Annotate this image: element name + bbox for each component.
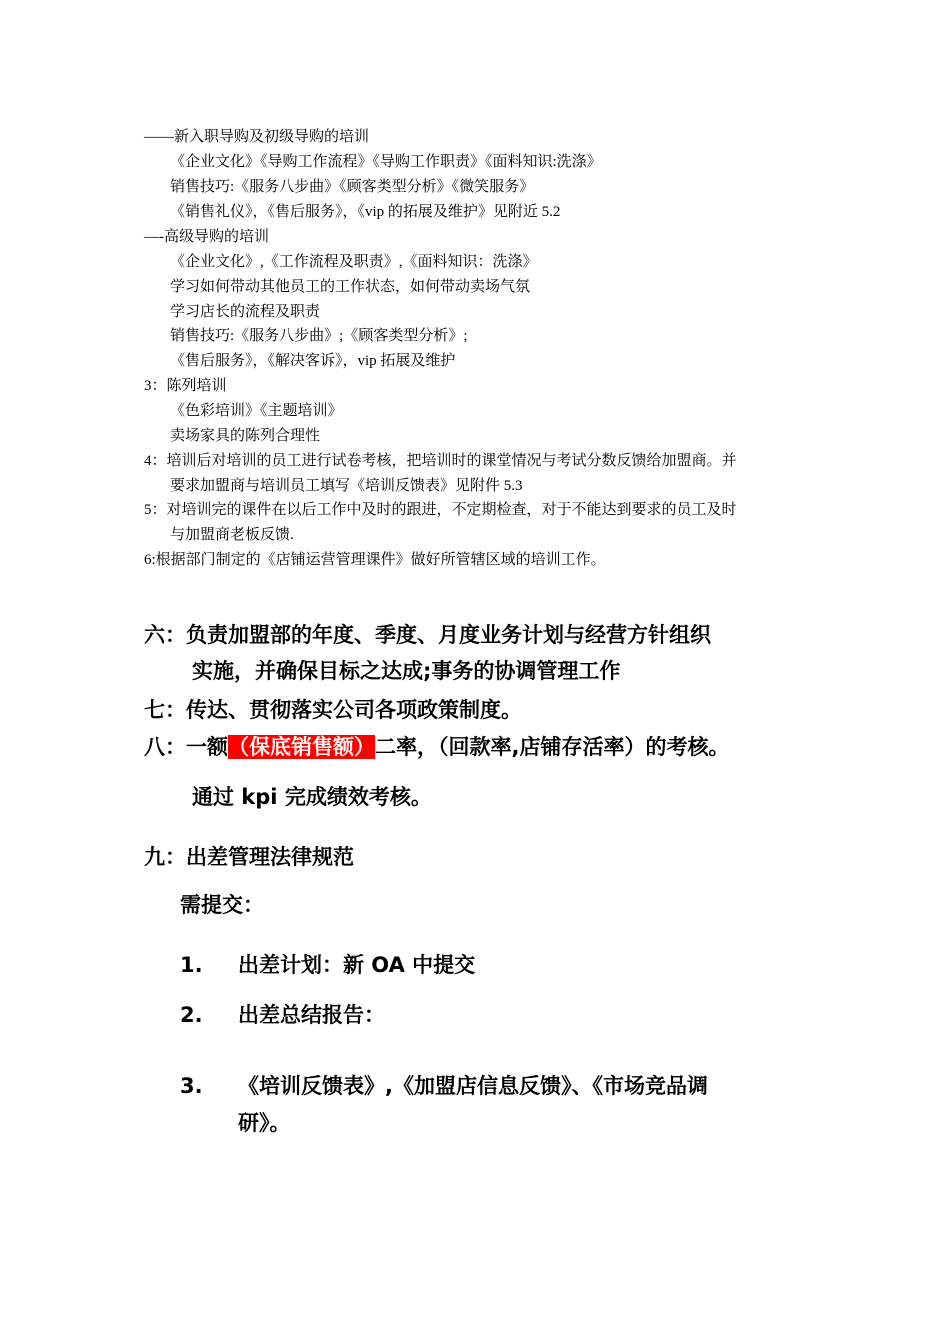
display-training-line-1: 《色彩培训》《主题培训》 [170,403,343,419]
followup-line-2: 与加盟商老板反馈. [170,527,294,543]
section-eight-highlight: （保底销售额） [228,735,375,759]
senior-training-line-4: 销售技巧:《服务八步曲》;《顾客类型分析》; [170,328,468,344]
section-eight-prefix: 八：一额 [144,735,228,759]
section-nine: 九：出差管理法律规范 [144,845,354,869]
section-eight-line-2: 通过 kpi 完成绩效考核。 [192,785,432,809]
senior-training-line-1: 《企业文化》,《工作流程及职责》,《面料知识：洗涤》 [170,254,538,270]
section-eight-line-1 [144,732,729,762]
senior-training-title: —-高级导购的培训 [144,229,269,245]
senior-training-line-3: 学习店长的流程及职责 [170,304,321,320]
display-training-line-2: 卖场家具的陈列合理性 [170,428,321,444]
submit-label: 需提交： [180,893,264,917]
section-six-line-2: 实施，并确保目标之达成;事务的协调管理工作 [192,659,621,683]
senior-training-line-2: 学习如何带动其他员工的工作状态，如何带动卖场气氛 [170,279,531,295]
senior-training-line-5: 《售后服务》，《解决客诉》，vip 拓展及维护 [170,353,456,369]
newbie-training-title: ——新入职导购及初级导购的培训 [144,129,370,145]
assessment-line-2: 要求加盟商与培训员工填写《培训反馈表》见附件 5.3 [170,478,523,494]
submit-item-1-text: 出差计划：新 OA 中提交 [238,953,476,977]
submit-item-1-number: 1. [180,953,203,977]
section-six-line-1: 六：负责加盟部的年度、季度、月度业务计划与经营方针组织 [144,623,711,647]
display-training-title: 3：陈列培训 [144,378,227,394]
section-eight-suffix: 二率，（回款率,店铺存活率）的考核。 [375,735,730,759]
submit-item-2-text: 出差总结报告： [238,1003,385,1027]
followup-line-1: 5：对培训完的课件在以后工作中及时的跟进，不定期检查，对于不能达到要求的员工及时 [144,502,737,518]
courseware-line: 6:根据部门制定的《店铺运营管理课件》做好所管辖区域的培训工作。 [144,552,606,568]
submit-item-3-text-line-2: 研》。 [238,1111,291,1135]
submit-item-3-text-line-1: 《培训反馈表》,《加盟店信息反馈》、《市场竞品调 [238,1074,708,1098]
submit-item-2-number: 2. [180,1003,203,1027]
section-seven: 七：传达、贯彻落实公司各项政策制度。 [144,698,522,722]
newbie-training-line-1: 《企业文化》《导购工作流程》《导购工作职责》《面料知识:洗涤》 [170,154,602,170]
assessment-line-1: 4：培训后对培训的员工进行试卷考核，把培训时的课堂情况与考试分数反馈给加盟商。并 [144,453,737,469]
submit-item-3-number: 3. [180,1074,203,1098]
newbie-training-line-2: 销售技巧:《服务八步曲》《顾客类型分析》《微笑服务》 [170,179,535,195]
newbie-training-line-3: 《销售礼仪》，《售后服务》，《vip 的拓展及维护》见附近 5.2 [170,204,561,220]
